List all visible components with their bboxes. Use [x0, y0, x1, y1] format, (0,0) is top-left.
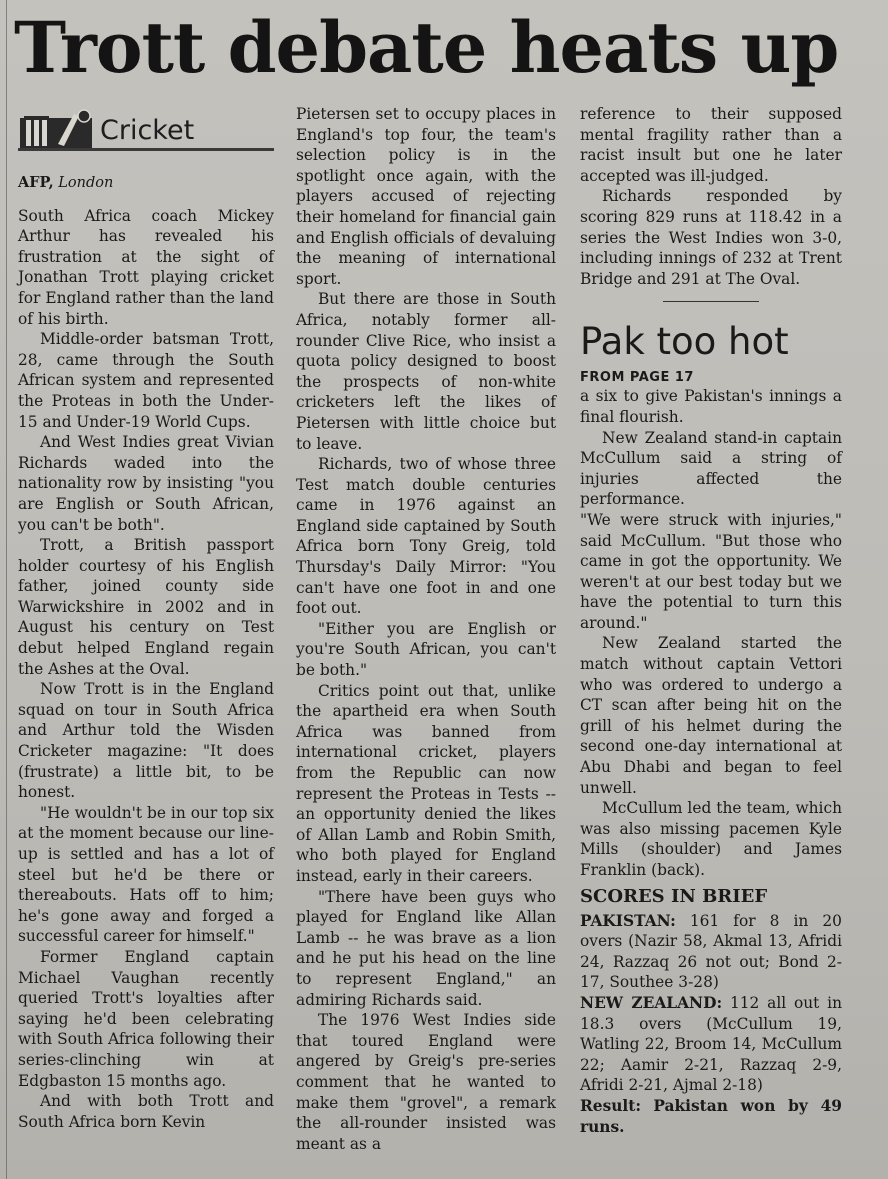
article-paragraph: "There have been guys who played for England like Allan Lamb -- he was brave as a lion and he put his head on the line to represent England," an admiring Richards said. — [296, 887, 556, 1009]
column-1 — [18, 104, 274, 1132]
section-label: Cricket — [100, 115, 195, 146]
article-paragraph-continued: reference to their supposed mental fragility rather than a racist insult but one he later accepted was ill-judged. — [580, 105, 842, 185]
headline: Trott debate heats up — [14, 6, 839, 89]
score-team: NEW ZEALAND: — [580, 993, 723, 1012]
score-line — [580, 911, 842, 993]
article-paragraph: Middle-order batsman Trott, 28, came through the South African system and represented the Proteas in both the Under-15 and Under-19 World Cups. — [18, 330, 274, 431]
article-divider — [663, 301, 759, 302]
article-paragraph: But there are those in South Africa, notably former all-rounder Clive Rice, who insist a quota policy designed to boost the prospects of non-white cricketers left the likes of Pietersen with little choice but to leave. — [296, 290, 556, 453]
second-article-title: Pak too hot — [580, 320, 789, 364]
article-paragraph: Richards, two of whose three Test match double centuries came in 1976 against an England side captained by South Africa born Tony Greig, told Thursday's Daily Mirror: "You can't have one foot in and one foot out. — [296, 455, 556, 618]
article-paragraph-split: And with both Trott and South Africa born Kevin — [18, 1092, 274, 1131]
article-paragraph: Trott, a British passport holder courtesy of his English father, joined county side Warwickshire in 2002 and in August his century on Test debut helped England regain the Ashes at the Oval. — [18, 536, 274, 678]
byline-location: London — [58, 175, 114, 191]
article-paragraph: Former England captain Michael Vaughan recently queried Trott's loyalties after saying he'd been celebrating with South Africa following their series-clinching win at Edgbaston 15 months ago. — [18, 947, 274, 1090]
article-paragraph: South Africa coach Mickey Arthur has revealed his frustration at the sight of Jonathan Trott playing cricket for England rather than the land of his birth. — [18, 206, 274, 328]
column-2 — [296, 104, 556, 1154]
article-paragraph: "Either you are English or you're South African, you can't be both." — [296, 619, 556, 680]
scores-title: SCORES IN BRIEF — [580, 885, 768, 907]
score-detail: 112 all out in 18.3 overs (McCullum 19, Watling 22, Broom 14, McCullum 22; Aamir 2-21, Razzaq 2-9, Afridi 2-21, Ajmal 2-18) — [580, 993, 842, 1095]
article-paragraph: Critics point out that, unlike the apartheid era when South Africa was banned from international cricket, players from the Republic can now represent the Proteas in Tests -- an opportunity denied the likes of Allan Lamb and Robin Smith, who both played for England instead, early in their careers. — [296, 681, 556, 885]
column-3 — [580, 104, 842, 1137]
article-paragraph: "He wouldn't be in our top six at the moment because our line-up is settled and has a lot of steel but he'd be there or thereabouts. Hats off to him; he's gone away and forged a successful career for himself." — [18, 803, 274, 946]
page-edge-rule — [6, 0, 7, 1179]
second-article-paragraph: McCullum led the team, which was also missing pacemen Kyle Mills (shoulder) and James Franklin (back). — [580, 799, 842, 879]
byline — [18, 173, 274, 194]
second-article-paragraph: New Zealand stand-in captain McCullum said a string of injuries affected the performance. — [580, 428, 842, 509]
score-line — [580, 993, 842, 1096]
second-article-paragraph: a six to give Pakistan's innings a final flourish. — [580, 387, 842, 426]
cricket-stumps-icon — [18, 108, 94, 148]
article-paragraph-split: The 1976 West Indies side that toured England were angered by Greig's pre-series comment that he wanted to make them "grovel", a remark the all-rounder insisted was meant as a — [296, 1011, 556, 1153]
article-paragraph: Now Trott is in the England squad on tour in South Africa and Arthur told the Wisden Cricketer magazine: "It does (frustrate) a little bit, to be honest. — [18, 680, 274, 802]
article-paragraph: And West Indies great Vivian Richards waded into the nationality row by insisting "you are English or South African, you can't be both". — [18, 433, 274, 534]
section-header — [18, 104, 274, 151]
second-article-paragraph: "We were struck with injuries," said McCullum. "But those who came in got the opportunity. We weren't at our best today but we have the potential to turn this around." — [580, 510, 842, 632]
article-paragraph: Richards responded by scoring 829 runs at 118.42 in a series the West Indies won 3-0, including innings of 232 at Trent Bridge and 291 at The Oval. — [580, 187, 842, 288]
result-label: Result: — [580, 1096, 642, 1115]
match-result — [580, 1096, 842, 1137]
byline-agency: AFP, — [18, 174, 54, 191]
from-page-label: FROM PAGE 17 — [580, 370, 694, 386]
result-text: Pakistan won by 49 runs. — [580, 1096, 842, 1136]
score-detail: 161 for 8 in 20 overs (Nazir 58, Akmal 13, Afridi 24, Razzaq 26 not out; Bond 2-17, Southee 3-28) — [580, 911, 842, 992]
article-paragraph-continued: Pietersen set to occupy places in England's top four, the team's selection policy is in the spotlight once again, with the players accused of rejecting their homeland for financial gain and English officials of devaluing the meaning of international sport. — [296, 105, 556, 288]
second-article-paragraph: New Zealand started the match without captain Vettori who was ordered to undergo a CT scan after being hit on the grill of his helmet during the second one-day international at Abu Dhabi and began to feel unwell. — [580, 634, 842, 797]
score-team: PAKISTAN: — [580, 911, 676, 930]
